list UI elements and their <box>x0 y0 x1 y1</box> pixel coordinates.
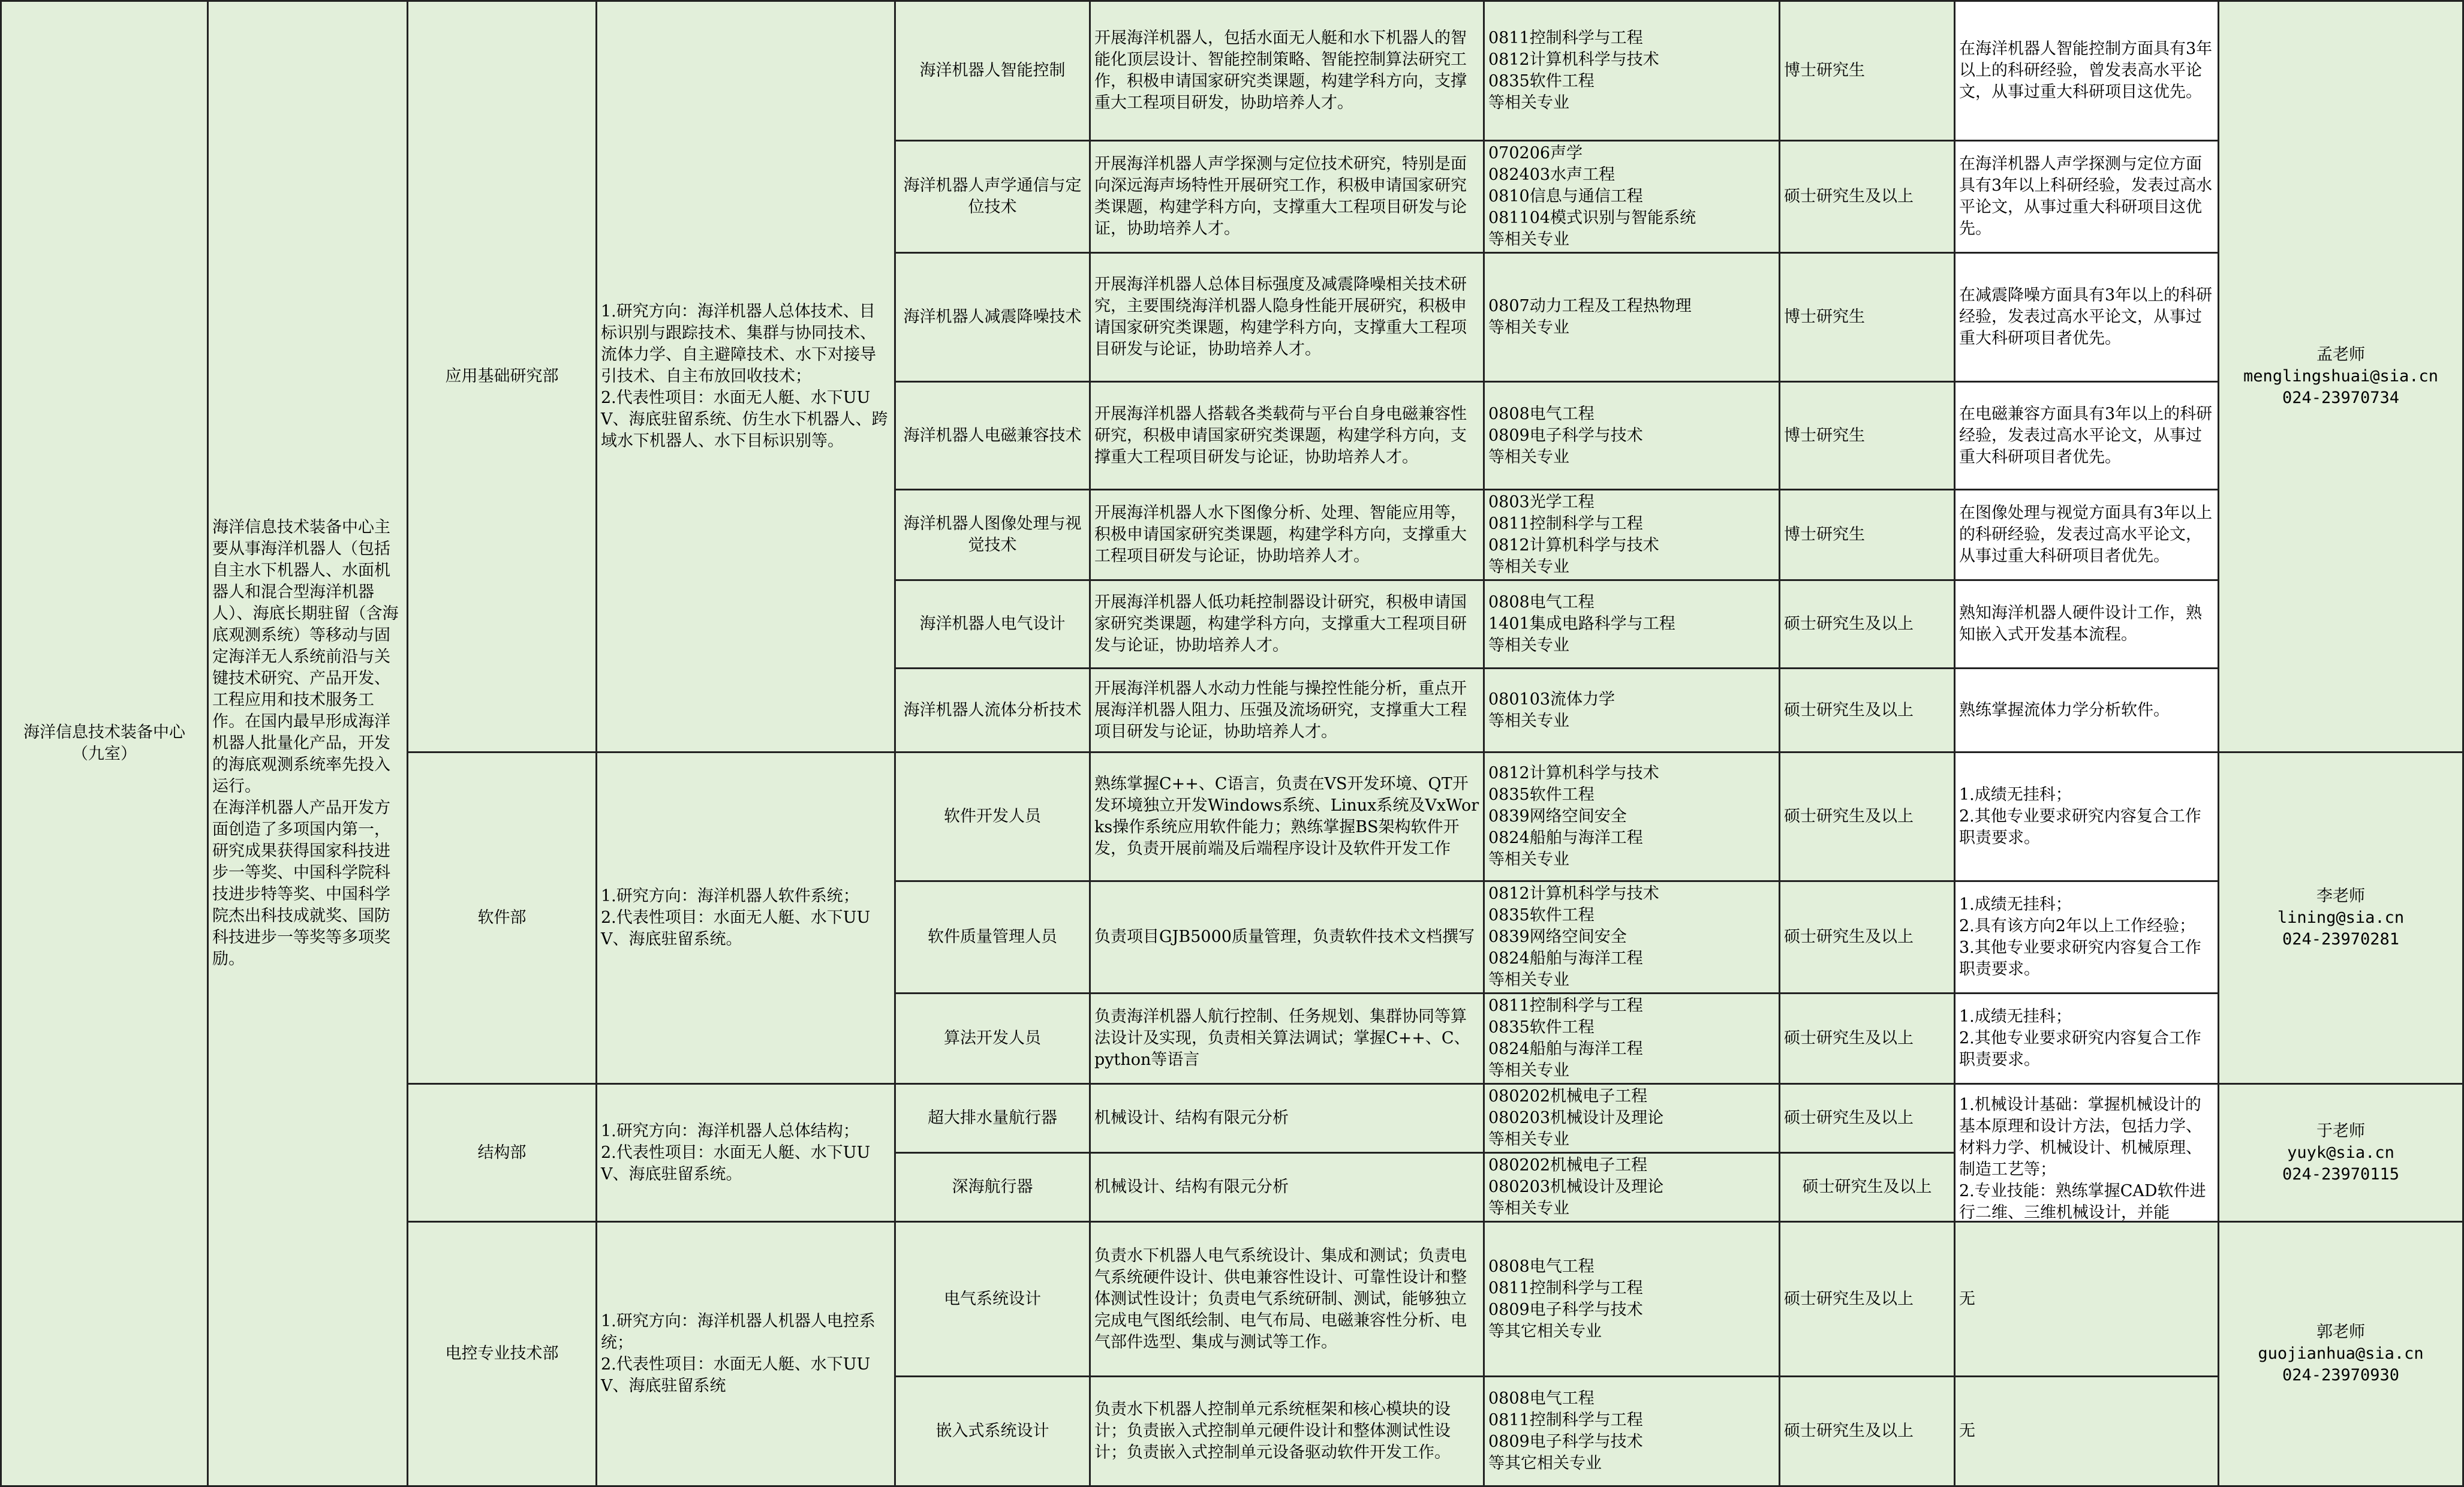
major-line: 等相关专业 <box>1488 1130 1569 1149</box>
department-name-cell <box>408 1084 597 1222</box>
contact-name: 孟老师 <box>2316 345 2365 364</box>
contact-name: 郭老师 <box>2316 1323 2365 1341</box>
major-line: 0803光学工程 <box>1488 493 1594 511</box>
center-intro-cell <box>208 1 408 1486</box>
contact-cell <box>2219 752 2463 1084</box>
position-majors-cell <box>1484 1222 1780 1377</box>
position-majors-cell <box>1484 490 1780 580</box>
position-title: 海洋机器人流体分析技术 <box>903 700 1082 720</box>
department-desc-cell <box>597 1084 895 1222</box>
position-req-cell <box>1955 881 2219 994</box>
position-title-cell <box>895 141 1090 253</box>
position-req: 熟知海洋机器人硬件设计工作，熟知嵌入式开发基本流程。 <box>1959 604 2202 644</box>
position-req-cell <box>1955 752 2219 881</box>
position-req: 1.机械设计基础：掌握机械设计的基本原理和设计方法，包括力学、材料力学、机械设计、机械原理、制造工艺等； 2.专业技能：熟练掌握CAD软件进行二维、三维机械设计，并能 <box>1959 1095 2206 1222</box>
position-degree: 硕士研究生及以上 <box>1784 615 1914 633</box>
major-line: 0808电气工程 <box>1488 1257 1594 1276</box>
position-duty-cell <box>1090 1153 1484 1222</box>
position-duty: 开展海洋机器人声学探测与定位技术研究，特别是面向深远海声场特性开展研究工作，积极申请国家研究类课题，构建学科方向，支撑重大工程项目研发与论证，协助培养人才。 <box>1094 155 1467 238</box>
position-duty-cell <box>1090 1222 1484 1377</box>
position-majors-cell <box>1484 881 1780 994</box>
position-duty-cell <box>1090 881 1484 994</box>
position-duty-cell <box>1090 1084 1484 1153</box>
position-degree-cell <box>1780 382 1955 490</box>
position-title: 软件质量管理人员 <box>928 928 1057 946</box>
position-title-cell <box>895 490 1090 580</box>
position-degree-cell <box>1780 1 1955 141</box>
major-line: 0835软件工程 <box>1488 785 1594 804</box>
position-degree: 硕士研究生及以上 <box>1784 1029 1914 1047</box>
position-req: 无 <box>1959 1422 1975 1440</box>
position-title-cell <box>895 1377 1090 1486</box>
major-line: 080203机械设计及理论 <box>1488 1178 1664 1196</box>
major-line: 080202机械电子工程 <box>1488 1156 1648 1175</box>
major-line: 0824船舶与海洋工程 <box>1488 829 1643 847</box>
contact-phone: 024-23970115 <box>2282 1164 2400 1184</box>
position-degree-cell <box>1780 1222 1955 1377</box>
major-line: 0835软件工程 <box>1488 1018 1594 1037</box>
department-name-cell <box>408 752 597 1084</box>
position-title: 海洋机器人图像处理与视觉技术 <box>903 514 1082 555</box>
department-desc-cell <box>597 1 895 752</box>
major-line: 0812计算机科学与技术 <box>1488 764 1659 782</box>
major-line: 等相关专业 <box>1488 636 1569 655</box>
position-majors-cell <box>1484 253 1780 382</box>
department-name: 结构部 <box>477 1143 527 1162</box>
position-title: 海洋机器人声学通信与定位技术 <box>903 176 1082 216</box>
position-req-cell <box>1955 382 2219 490</box>
position-degree: 博士研究生 <box>1784 525 1865 544</box>
major-line: 等相关专业 <box>1488 1061 1569 1080</box>
position-duty-cell <box>1090 141 1484 253</box>
position-req: 在减震降噪方面具有3年以上的科研经验，发表过高水平论文，从事过重大科研项目者优先。 <box>1959 286 2213 348</box>
position-degree-cell <box>1780 580 1955 669</box>
center-name-cell <box>1 1 208 1486</box>
position-duty: 机械设计、结构有限元分析 <box>1094 1109 1289 1127</box>
position-degree-cell <box>1780 253 1955 382</box>
department-name-cell <box>408 1 597 752</box>
contact-cell <box>2219 1084 2463 1222</box>
position-majors-cell <box>1484 141 1780 253</box>
position-degree-cell <box>1780 1084 1955 1153</box>
major-line: 等其它相关专业 <box>1488 1454 1602 1473</box>
position-degree-cell <box>1780 881 1955 994</box>
position-duty: 负责水下机器人电气系统设计、集成和测试；负责电气系统硬件设计、供电兼容性设计、可靠性设计和整体测试性设计；负责电气系统研制、测试，能够独立完成电气图纸绘制、电气布局、电磁兼容性分析、电气部件选型、集成与测试等工作。 <box>1094 1246 1467 1351</box>
position-duty-cell <box>1090 752 1484 881</box>
major-line: 0835软件工程 <box>1488 72 1594 91</box>
position-req: 在电磁兼容方面具有3年以上的科研经验，发表过高水平论文，从事过重大科研项目者优先。 <box>1959 404 2213 466</box>
position-degree: 硕士研究生及以上 <box>1784 187 1914 206</box>
position-duty-cell <box>1090 1377 1484 1486</box>
department-desc-cell <box>597 752 895 1084</box>
major-line: 等相关专业 <box>1488 318 1569 337</box>
position-req-cell <box>1955 141 2219 253</box>
position-duty-cell <box>1090 253 1484 382</box>
position-title-cell <box>895 1222 1090 1377</box>
position-req-cell <box>1955 580 2219 669</box>
position-title-cell <box>895 752 1090 881</box>
position-title: 深海航行器 <box>952 1178 1033 1196</box>
position-req-cell <box>1955 490 2219 580</box>
position-duty: 开展海洋机器人水下图像分析、处理、智能应用等，积极申请国家研究类课题，构建学科方向，支撑重大工程项目研发与论证，协助培养人才。 <box>1094 504 1467 565</box>
position-req: 在海洋机器人声学探测与定位方面具有3年以上科研经验，发表过高水平论文，从事过重大科研项目这优先。 <box>1959 155 2213 238</box>
position-duty: 负责项目GJB5000质量管理，负责软件技术文档撰写 <box>1094 928 1475 946</box>
contact-phone: 024-23970281 <box>2282 930 2400 949</box>
position-duty: 熟练掌握C++、C语言，负责在VS开发环境、QT开发环境独立开发Windows系统、Linux系统及VxWorks操作系统应用软件能力；熟练掌握BS架构软件开发，负责开展前端及后端程序设计及软件开发工作 <box>1094 775 1479 858</box>
major-line: 0812计算机科学与技术 <box>1488 884 1659 903</box>
position-duty: 开展海洋机器人搭载各类载荷与平台自身电磁兼容性研究，积极申请国家研究类课题，构建学科方向，支撑重大工程项目研发与论证，协助培养人才。 <box>1094 404 1467 466</box>
position-req-cell <box>1955 994 2219 1084</box>
position-title: 超大排水量航行器 <box>928 1109 1057 1127</box>
contact-phone: 024-23970734 <box>2282 389 2400 407</box>
position-degree-cell <box>1780 994 1955 1084</box>
position-degree: 硕士研究生及以上 <box>1784 700 1914 720</box>
department-desc: 1.研究方向：海洋机器人总体技术、目标识别与跟踪技术、集群与协同技术、流体力学、自主避障技术、水下对接导引技术、自主布放回收技术； 2.代表性项目：水面无人艇、水下UUV、海底驻留系统、仿生水下机器人、跨域水下机器人、水下目标识别等。 <box>601 302 888 450</box>
major-line: 080103流体力学 <box>1488 690 1615 709</box>
position-duty-cell <box>1090 490 1484 580</box>
position-degree: 博士研究生 <box>1784 308 1865 326</box>
contact-cell <box>2219 1222 2463 1486</box>
position-degree: 硕士研究生及以上 <box>1784 807 1914 826</box>
position-duty-cell <box>1090 580 1484 669</box>
major-line: 0839网络空间安全 <box>1488 928 1627 946</box>
position-title: 海洋机器人电气设计 <box>919 615 1066 633</box>
major-line: 等相关专业 <box>1488 94 1569 112</box>
position-degree: 硕士研究生及以上 <box>1784 1422 1914 1440</box>
position-title-cell <box>895 994 1090 1084</box>
position-duty: 负责水下机器人控制单元系统框架和核心模块的设计；负责嵌入式控制单元硬件设计和整体测试性设计；负责嵌入式控制单元设备驱动软件开发工作。 <box>1094 1400 1451 1462</box>
major-line: 等相关专业 <box>1488 558 1569 576</box>
major-line: 082403水声工程 <box>1488 165 1615 184</box>
major-line: 080203机械设计及理论 <box>1488 1109 1664 1127</box>
department-desc: 1.研究方向：海洋机器人总体结构； 2.代表性项目：水面无人艇、水下UUV、海底驻留系统。 <box>601 1121 871 1184</box>
position-req-cell <box>1955 1 2219 141</box>
position-degree: 硕士研究生及以上 <box>1784 928 1914 946</box>
major-line: 等相关专业 <box>1488 971 1569 989</box>
major-line: 0809电子科学与技术 <box>1488 426 1643 445</box>
major-line: 0809电子科学与技术 <box>1488 1300 1643 1319</box>
position-req-cell <box>1955 1084 2219 1222</box>
major-line: 0808电气工程 <box>1488 404 1594 423</box>
position-degree-cell <box>1780 1153 1955 1222</box>
major-line: 0835软件工程 <box>1488 906 1594 925</box>
position-degree-cell <box>1780 669 1955 752</box>
position-duty-cell <box>1090 669 1484 752</box>
position-title: 算法开发人员 <box>944 1029 1041 1047</box>
position-degree-cell <box>1780 752 1955 881</box>
center-name: 海洋信息技术装备中心 （九室） <box>23 723 185 763</box>
department-desc: 1.研究方向：海洋机器人机器人电控系统； 2.代表性项目：水面无人艇、水下UUV、海底驻留系统 <box>601 1312 876 1395</box>
major-line: 0811控制科学与工程 <box>1488 514 1643 533</box>
position-title: 海洋机器人减震降噪技术 <box>903 308 1082 326</box>
position-title: 海洋机器人电磁兼容技术 <box>903 426 1082 445</box>
position-title-cell <box>895 253 1090 382</box>
major-line: 0809电子科学与技术 <box>1488 1432 1643 1451</box>
position-duty: 开展海洋机器人水动力性能与操控性能分析，重点开展海洋机器人阻力、压强及流场研究，支撑重大工程项目研发与论证，协助培养人才。 <box>1094 679 1467 741</box>
position-majors-cell <box>1484 382 1780 490</box>
position-req-cell <box>1955 253 2219 382</box>
contact-phone: 024-23970930 <box>2282 1366 2400 1384</box>
position-majors-cell <box>1484 994 1780 1084</box>
position-majors-cell <box>1484 752 1780 881</box>
major-line: 1401集成电路科学与工程 <box>1488 615 1675 633</box>
position-duty: 负责海洋机器人航行控制、任务规划、集群协同等算法设计及实现，负责相关算法调试；掌握C++、C、python等语言 <box>1094 1007 1470 1069</box>
position-degree-cell <box>1780 1377 1955 1486</box>
position-req: 1.成绩无挂科； 2.具有该方向2年以上工作经验； 3.其他专业要求研究内容复合工作职责要求。 <box>1959 895 2201 979</box>
major-line: 080202机械电子工程 <box>1488 1087 1648 1106</box>
major-line: 0811控制科学与工程 <box>1488 997 1643 1015</box>
major-line: 0811控制科学与工程 <box>1488 1278 1643 1298</box>
position-majors-cell <box>1484 1 1780 141</box>
major-line: 0811控制科学与工程 <box>1488 29 1643 47</box>
contact-cell <box>2219 1 2463 752</box>
position-duty: 开展海洋机器人低功耗控制器设计研究，积极申请国家研究类课题，构建学科方向，支撑重大工程项目研发与论证，协助培养人才。 <box>1094 593 1467 655</box>
department-name-cell <box>408 1222 597 1486</box>
position-degree-cell <box>1780 141 1955 253</box>
position-degree: 博士研究生 <box>1784 61 1865 80</box>
position-duty: 开展海洋机器人，包括水面无人艇和水下机器人的智能化顶层设计、智能控制策略、智能控制算法研究工作，积极申请国家研究类课题，构建学科方向，支撑重大工程项目研发，协助培养人才。 <box>1094 29 1467 112</box>
position-majors-cell <box>1484 1153 1780 1222</box>
position-title-cell <box>895 1153 1090 1222</box>
position-duty: 开展海洋机器人总体目标强度及减震降噪相关技术研究，主要围绕海洋机器人隐身性能开展研究，积极申请国家研究类课题，构建学科方向，支撑重大工程项目研发与论证，协助培养人才。 <box>1094 275 1467 359</box>
major-line: 等相关专业 <box>1488 850 1569 869</box>
major-line: 等其它相关专业 <box>1488 1322 1602 1341</box>
position-majors-cell <box>1484 669 1780 752</box>
department-desc-cell <box>597 1222 895 1486</box>
major-line: 等相关专业 <box>1488 1199 1569 1218</box>
contact-email[interactable]: yuyk@sia.cn <box>2287 1143 2394 1162</box>
department-name: 应用基础研究部 <box>445 367 559 386</box>
contact-email[interactable]: menglingshuai@sia.cn <box>2243 367 2439 386</box>
position-degree: 博士研究生 <box>1784 426 1865 445</box>
position-req-cell <box>1955 1222 2219 1377</box>
position-degree: 硕士研究生及以上 <box>1784 1109 1914 1127</box>
table-row <box>1 1 2463 141</box>
position-req: 无 <box>1959 1289 1975 1308</box>
position-req: 1.成绩无挂科； 2.其他专业要求研究内容复合工作职责要求。 <box>1959 1007 2201 1069</box>
contact-email[interactable]: lining@sia.cn <box>2277 908 2405 927</box>
department-name: 软件部 <box>477 908 527 927</box>
position-req-cell <box>1955 669 2219 752</box>
position-req: 1.成绩无挂科； 2.其他专业要求研究内容复合工作职责要求。 <box>1959 785 2201 847</box>
major-line: 081104模式识别与智能系统 <box>1488 209 1696 227</box>
position-req-cell <box>1955 1377 2219 1486</box>
major-line: 等相关专业 <box>1488 230 1569 249</box>
major-line: 0807动力工程及工程热物理 <box>1488 297 1692 315</box>
major-line: 0812计算机科学与技术 <box>1488 50 1659 69</box>
position-req: 熟练掌握流体力学分析软件。 <box>1959 700 2170 720</box>
position-title: 海洋机器人智能控制 <box>919 61 1066 80</box>
major-line: 0824船舶与海洋工程 <box>1488 949 1643 968</box>
department-name: 电控专业技术部 <box>445 1344 559 1363</box>
major-line: 0839网络空间安全 <box>1488 807 1627 826</box>
position-title: 嵌入式系统设计 <box>935 1422 1049 1440</box>
position-title-cell <box>895 881 1090 994</box>
contact-name: 于老师 <box>2316 1121 2365 1140</box>
position-title: 软件开发人员 <box>944 807 1041 826</box>
position-title-cell <box>895 580 1090 669</box>
position-req: 在海洋机器人智能控制方面具有3年以上的科研经验，曾发表高水平论文，从事过重大科研项目这优先。 <box>1959 40 2213 101</box>
position-majors-cell <box>1484 1377 1780 1486</box>
major-line: 070206声学 <box>1488 144 1583 162</box>
major-line: 0824船舶与海洋工程 <box>1488 1040 1643 1058</box>
position-title-cell <box>895 382 1090 490</box>
major-line: 等相关专业 <box>1488 711 1569 730</box>
position-majors-cell <box>1484 580 1780 669</box>
major-line: 0812计算机科学与技术 <box>1488 536 1659 555</box>
position-req: 在图像处理与视觉方面具有3年以上的科研经验，发表过高水平论文，从事过重大科研项目者优先。 <box>1959 504 2213 565</box>
major-line: 0810信息与通信工程 <box>1488 187 1643 206</box>
position-degree-cell <box>1780 490 1955 580</box>
contact-name: 李老师 <box>2316 887 2365 905</box>
position-majors-cell <box>1484 1084 1780 1153</box>
major-line: 等相关专业 <box>1488 447 1569 466</box>
position-title-cell <box>895 1084 1090 1153</box>
major-line: 0808电气工程 <box>1488 593 1594 612</box>
major-line: 0808电气工程 <box>1488 1389 1594 1408</box>
position-title: 电气系统设计 <box>944 1289 1041 1308</box>
position-duty: 机械设计、结构有限元分析 <box>1094 1178 1289 1196</box>
position-title-cell <box>895 669 1090 752</box>
position-duty-cell <box>1090 382 1484 490</box>
department-desc: 1.研究方向：海洋机器人软件系统； 2.代表性项目：水面无人艇、水下UUV、海底驻留系统。 <box>601 887 871 949</box>
major-line: 0811控制科学与工程 <box>1488 1411 1643 1429</box>
position-duty-cell <box>1090 1 1484 141</box>
position-degree: 硕士研究生及以上 <box>1802 1178 1932 1196</box>
position-title-cell <box>895 1 1090 141</box>
contact-email[interactable]: guojianhua@sia.cn <box>2258 1344 2424 1363</box>
position-duty-cell <box>1090 994 1484 1084</box>
center-intro: 海洋信息技术装备中心主要从事海洋机器人（包括自主水下机器人、水面机器人和混合型海洋机器人）、海底长期驻留（含海底观测系统）等移动与固定海洋无人系统前沿与关键技术研究、产品开发、工程应用和技术服务工作。在国内最早形成海洋机器人批量化产品，开发的海底观测系统率先投入运行。 在海洋机器人产品开发方面创造了多项国内第一，研究成果获得国家科技进步一等奖、中国科学院科技进步特等奖、中国科学院杰出科技成就奖、国防科技进步一等奖等多项奖励。 <box>212 518 399 968</box>
position-degree: 硕士研究生及以上 <box>1784 1289 1914 1308</box>
